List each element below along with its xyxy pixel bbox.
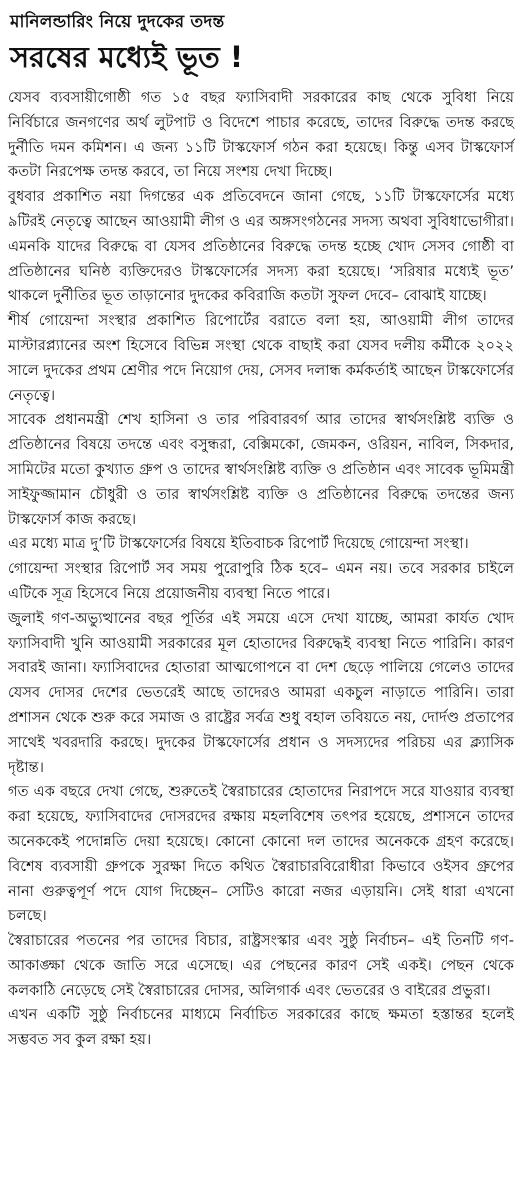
article-paragraph-6: গোয়েন্দা সংস্থার রিপোর্ট সব সময় পুরোপুরি ঠিক হবে– এমন নয়। তবে সরকার চাইলে এটিকে সূত্র হিসেবে নিয়ে প্রয়োজনীয় ব্যবস্থা নিতে পারে। xyxy=(8,560,514,602)
article-paragraph-5: এর মধ্যে মাত্র দু’টি টাস্কফোর্সের বিষয়ে ইতিবাচক রিপোর্ট দিয়েছে গোয়েন্দা সংস্থা। xyxy=(8,535,469,553)
article-paragraph-8: গত এক বছরে দেখা গেছে, শুরুতেই স্বৈরাচারের হোতাদের নিরাপদে সরে যাওয়ার ব্যবস্থা করা হয়েছে, ফ্যাসিবাদের দোসরদের রক্ষায় মহলবিশেষ তৎপর হয়েছে, প্রশাসনে তাদের অনেককেই পদোন্নতি দেয়া হয়েছে। কোনো কোনো দল তাদের অনেককে গ্রহণ করেছে। বিশেষ ব্যবসায়ী গ্রুপকে সুরক্ষা দিতে কথিত স্বৈরাচারবিরোধীরা কিভাবে ওইসব গ্রুপের নানা গুরুত্বপূর্ণ পদে যোগ দিচ্ছেন– সেটিও কারো নজর এড়ায়নি। সেই ধারা এখনো চলছে। xyxy=(8,783,514,925)
article-paragraph-3: শীর্ষ গোয়েন্দা সংস্থার প্রকাশিত রিপোর্টের বরাতে বলা হয়, আওয়ামী লীগ তাদের মাস্টারপ্ল্যানের অংশ হিসেবে বিভিন্ন সংস্থা থেকে বাছাই করা যেসব দলীয় কর্মীকে ২০২২ সালে দুদকের প্রথম শ্রেণীর পদে নিয়োগ দেয়, সেসব দলান্ধ কর্মকর্তাই আছেন টাস্কফোর্সের নেতৃত্বে। xyxy=(8,312,514,404)
article-headline: সরষের মধ্যেই ভূত ! xyxy=(10,40,244,74)
article-paragraph-7: জুলাই গণ-অভ্যুত্থানের বছর পূর্তির এই সময়ে এসে দেখা যাচ্ছে, আমরা কার্যত খোদ ফ্যাসিবাদী খুনি আওয়ামী সরকারের মূল হোতাদের বিরুদ্ধেই ব্যবস্থা নিতে পারিনি। কারণ সবারই জানা। ফ্যাসিবাদের হোতারা আত্মগোপনে বা দেশ ছেড়ে পালিয়ে গেলেও তাদের যেসব দোসর দেশের ভেতরেই আছে তাদেরও আমরা একচুল নাড়াতে পারিনি। তারা প্রশাসন থেকে শুরু করে সমাজ ও রাষ্ট্রের সর্বত্র শুধু বহাল তবিয়তে নয়, দোর্দণ্ড প্রতাপের সাথেই খবরদারি করছে। দুদকের টাস্কফোর্সের প্রধান ও সদস্যদের পরিচয় এর ক্ল্যাসিক দৃষ্টান্ত। xyxy=(8,609,514,776)
article-paragraph-10: এখন একটি সুষ্ঠু নির্বাচনের মাধ্যমে নির্বাচিত সরকারের কাছে ক্ষমতা হস্তান্তর হলেই সম্ভবত সব কুল রক্ষা হয়। xyxy=(8,1006,514,1049)
article-paragraph-1: যেসব ব্যবসায়ীগোষ্ঠী গত ১৫ বছর ফ্যাসিবাদী সরকারের কাছ থেকে সুবিধা নিয়ে নির্বিচারে জনগণের অর্থ লুটপাট ও বিদেশে পাচার করেছে, তাদের বিরুদ্ধে তদন্ত করছে দুর্নীতি দমন কমিশন। এ জন্য ১১টি টাস্কফোর্স গঠন করা হয়েছে। কিন্তু এসব টাস্কফোর্স কতটা নিরপেক্ষ তদন্ত করবে, তা নিয়ে সংশয় দেখা দিচ্ছে। xyxy=(8,89,514,181)
article-body xyxy=(8,86,514,1053)
article-paragraph-4: সাবেক প্রধানমন্ত্রী শেখ হাসিনা ও তার পরিবারবর্গ আর তাদের স্বার্থসংশ্লিষ্ট ব্যক্তি ও প্রতিষ্ঠানের বিষয়ে তদন্তে এবং বসুন্ধরা, বেক্সিমকো, জেমকন, ওরিয়ন, নাবিল, সিকদার, সামিটের মতো কুখ্যাত গ্রুপ ও তাদের স্বার্থসংশ্লিষ্ট ব্যক্তি ও প্রতিষ্ঠান এবং সাবেক ভূমিমন্ত্রী সাইফুজ্জামান চৌধুরী ও তার স্বার্থসংশ্লিষ্ট ব্যক্তি ও প্রতিষ্ঠানের বিরুদ্ধে তদন্তের জন্য টাস্কফোর্স কাজ করছে। xyxy=(8,411,514,528)
article-kicker: মানিলন্ডারিং নিয়ে দুদকের তদন্ত xyxy=(10,12,225,32)
article-paragraph-2: বুধবার প্রকাশিত নয়া দিগন্তের এক প্রতিবেদনে জানা গেছে, ১১টি টাস্কফোর্সের মধ্যে ৯টিরই নেতৃত্বে আছেন আওয়ামী লীগ ও এর অঙ্গসংগঠনের সদস্য অথবা সুবিধাভোগীরা। এমনকি যাদের বিরুদ্ধে বা যেসব প্রতিষ্ঠানের বিরুদ্ধে তদন্ত হচ্ছে খোদ সেসব গোষ্ঠী বা প্রতিষ্ঠানের ঘনিষ্ঠ ব্যক্তিদেরও টাস্কফোর্সের সদস্য করা হয়েছে। ‘সরিষার মধ্যেই ভূত’ থাকলে দুর্নীতির ভূত তাড়ানোর দুদকের কবিরাজি কতটা সুফল দেবে– বোঝাই যাচ্ছে। xyxy=(8,188,514,305)
article-paragraph-9: স্বৈরাচারের পতনের পর তাদের বিচার, রাষ্ট্রসংস্কার এবং সুষ্ঠু নির্বাচন– এই তিনটি গণ-আকাঙ্ক্ষা থেকে জাতি সরে এসেছে। এর পেছনের কারণ সেই একই। পেছন থেকে কলকাঠি নেড়েছে সেই স্বৈরাচারের দোসর, অলিগার্ক এবং ভেতরের ও বাইরের প্রভুরা। xyxy=(8,932,514,999)
